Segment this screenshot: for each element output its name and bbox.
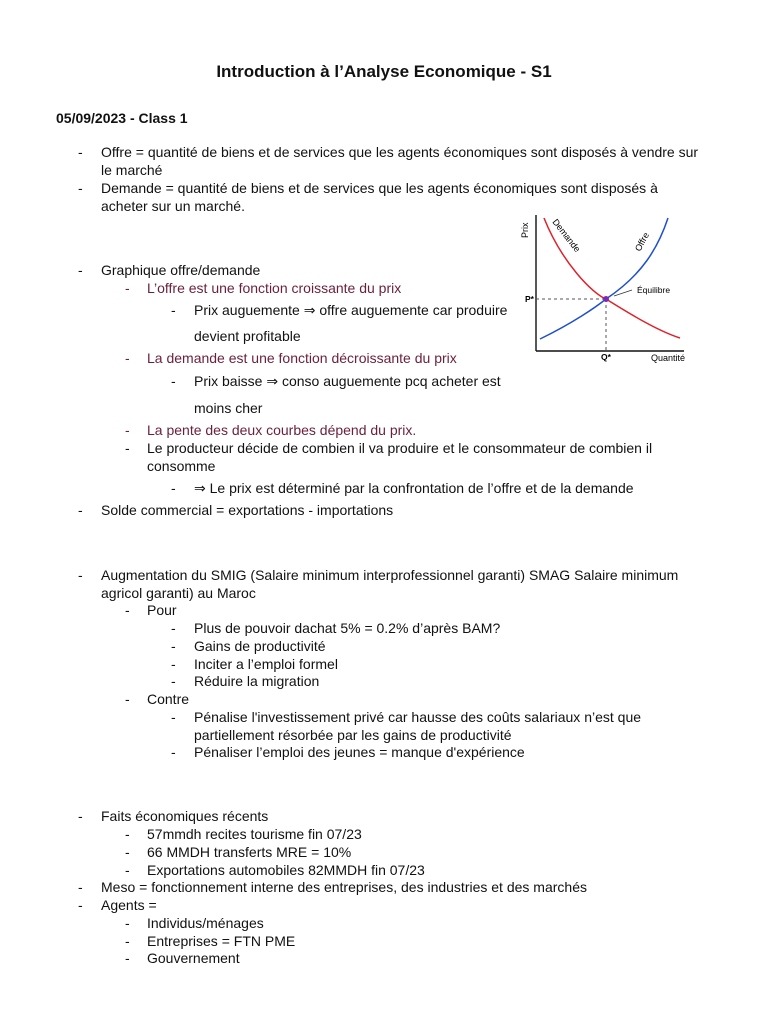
item-text: Gouvernement	[147, 950, 240, 966]
supply-demand-graph	[518, 208, 693, 368]
item-text: Prix auguemente ⇒ offre auguemente car produire	[194, 302, 508, 318]
bullet-dash: -	[125, 826, 130, 842]
bullet-dash: -	[125, 280, 130, 296]
bullet-dash: -	[125, 350, 130, 366]
item-text: Offre = quantité de biens et de services que les agents économiques sont disposés à vendre sur	[101, 144, 699, 160]
item-text: Augmentation du SMIG (Salaire minimum interprofessionnel garanti) SMAG Salaire minimum	[101, 567, 679, 583]
bullet-dash: -	[171, 620, 176, 636]
item-text: Réduire la migration	[194, 673, 320, 689]
demand-label: Demande	[550, 217, 583, 254]
bullet-dash: -	[171, 744, 176, 760]
bullet-dash: -	[125, 844, 130, 860]
bullet-dash: -	[78, 180, 83, 196]
item-text: Inciter a l’emploi formel	[194, 656, 338, 672]
bullet-dash: -	[78, 897, 83, 913]
item-text: le marché	[101, 162, 163, 178]
y-axis-label: Prix	[520, 222, 530, 238]
bullet-dash: -	[78, 879, 83, 895]
bullet-dash: -	[171, 709, 176, 725]
bullet-dash: -	[125, 862, 130, 878]
item-text: acheter sur un marché.	[101, 198, 245, 214]
x-axis-label: Quantité	[650, 353, 686, 363]
item-text: Agents =	[101, 897, 157, 913]
item-text: Entreprises = FTN PME	[147, 933, 296, 949]
bullet-dash: -	[125, 440, 130, 456]
item-text: Graphique offre/demande	[101, 262, 261, 278]
equilibrium-label: Équilibre	[637, 285, 671, 295]
bullet-dash: -	[78, 262, 83, 278]
item-text: Gains de productivité	[194, 638, 326, 654]
item-text: Exportations automobiles 82MMDH fin 07/23	[147, 862, 425, 878]
item-text: 57mmdh recites tourisme fin 07/23	[147, 826, 362, 842]
item-text: Le producteur décide de combien il va produire et le consommateur de combien il	[147, 440, 653, 456]
bullet-dash: -	[171, 656, 176, 672]
item-text: Faits économiques récents	[101, 808, 269, 824]
item-text: Prix baisse ⇒ conso auguemente pcq acheter est	[194, 373, 501, 389]
item-text: 66 MMDH transferts MRE = 10%	[147, 844, 352, 860]
page-title: Introduction à l’Analyse Economique - S1	[216, 62, 552, 81]
item-text: Demande = quantité de biens et de services que les agents économiques sont disposés à	[101, 180, 658, 196]
item-text: Plus de pouvoir dachat 5% = 0.2% d’après BAM?	[194, 620, 501, 636]
item-text: Individus/ménages	[147, 915, 264, 931]
equilibrium-point	[603, 296, 609, 302]
bullet-dash: -	[171, 638, 176, 654]
q-star-label: Q*	[601, 352, 611, 362]
item-text: Pénaliser l’emploi des jeunes = manque d'expérience	[194, 744, 525, 760]
bullet-dash: -	[78, 567, 83, 583]
bullet-dash: -	[171, 480, 176, 496]
item-text: Pénalise l'investissement privé car hausse des coûts salariaux n’est que	[194, 709, 642, 725]
bullet-dash: -	[78, 502, 83, 518]
bullet-dash: -	[125, 602, 130, 618]
bullet-dash: -	[125, 691, 130, 707]
bullet-dash: -	[78, 144, 83, 160]
item-text: Solde commercial = exportations - importations	[101, 502, 394, 518]
item-text: consomme	[147, 458, 216, 474]
class-date-heading: 05/09/2023 - Class 1	[56, 110, 188, 126]
item-text: agricol garanti) au Maroc	[101, 585, 256, 601]
item-text: moins cher	[194, 400, 263, 416]
item-text: Pour	[147, 602, 177, 618]
item-text: La demande est une fonction décroissante du prix	[147, 350, 457, 366]
item-text: partiellement résorbée par les gains de productivité	[194, 727, 512, 743]
bullet-dash: -	[171, 673, 176, 689]
p-star-label: P*	[525, 294, 534, 304]
item-text: Meso = fonctionnement interne des entreprises, des industries et des marchés	[101, 879, 587, 895]
bullet-dash: -	[125, 422, 130, 438]
item-text: L’offre est une fonction croissante du prix	[147, 280, 402, 296]
bullet-dash: -	[125, 950, 130, 966]
supply-label: Offre	[632, 230, 652, 253]
bullet-dash: -	[78, 808, 83, 824]
bullet-dash: -	[125, 915, 130, 931]
item-text: devient profitable	[194, 328, 301, 344]
bullet-dash: -	[171, 302, 176, 318]
bullet-dash: -	[171, 373, 176, 389]
bullet-dash: -	[125, 933, 130, 949]
item-text: Contre	[147, 691, 190, 707]
item-text: La pente des deux courbes dépend du prix.	[147, 422, 417, 438]
item-text: ⇒ Le prix est déterminé par la confrontation de l’offre et de la demande	[194, 480, 634, 496]
